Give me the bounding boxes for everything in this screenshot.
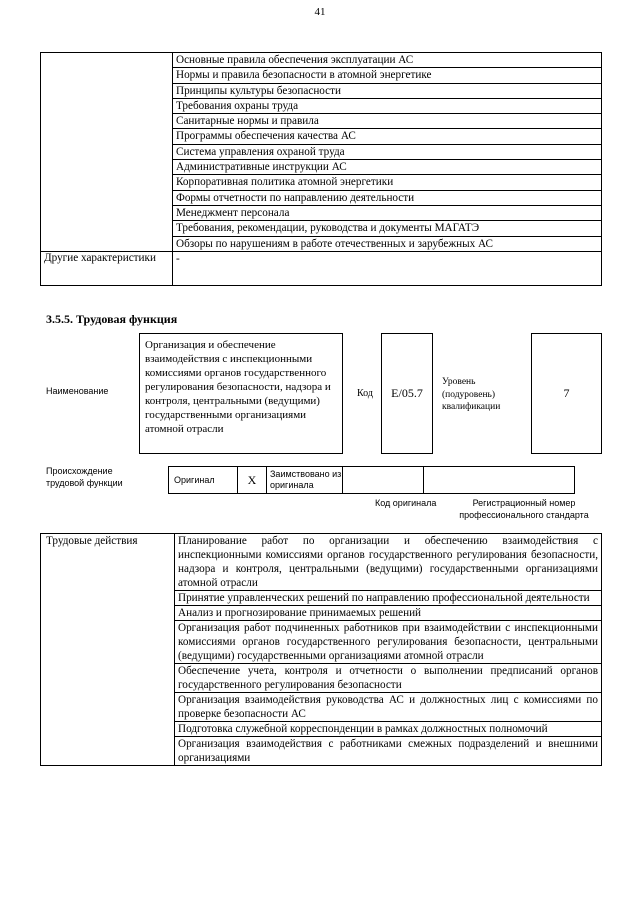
code-original-label: Код оригинала xyxy=(375,498,437,508)
knowledge-item: Требования, рекомендации, руководства и документы МАГАТЭ xyxy=(173,221,602,236)
knowledge-item: Корпоративная политика атомной энергетики xyxy=(173,175,602,190)
labor-action-item: Анализ и прогнозирование принимаемых решений xyxy=(175,606,602,621)
qualification-level-label: Уровень (подуровень) квалификации xyxy=(442,377,501,412)
function-code-box: E/05.7 xyxy=(381,333,433,454)
code-original-cell xyxy=(343,467,424,494)
labor-action-item: Обеспечение учета, контроля и отчетности о выполнении предписаний органов государственного регулирования безопасности xyxy=(175,664,602,693)
knowledge-item: Требования охраны труда xyxy=(173,98,602,113)
table-row xyxy=(169,467,575,494)
required-knowledge-table xyxy=(40,52,602,286)
section-title: 3.5.5. Трудовая функция xyxy=(46,312,178,326)
origin-label: Происхождение трудовой функции xyxy=(46,466,123,488)
other-characteristics-label: Другие характеристики xyxy=(41,251,173,285)
knowledge-item: Формы отчетности по направлению деятельности xyxy=(173,190,602,205)
table-row xyxy=(41,53,602,68)
labor-actions-table xyxy=(40,533,602,766)
labor-actions-label: Трудовые действия xyxy=(41,534,175,766)
knowledge-item: Основные правила обеспечения эксплуатации АС xyxy=(173,53,602,68)
labor-action-item: Организация работ подчиненных работников при взаимодействии с инспекционными комиссиями органов государственного регулирования безопасности, центральными (ведущими) государственными организациями атомной отрасли xyxy=(175,621,602,664)
labor-action-item: Организация взаимодействия с работниками смежных подразделений и внешними организациями xyxy=(175,737,602,766)
code-label: Код xyxy=(357,388,373,399)
reg-number-cell xyxy=(424,467,575,494)
original-mark: X xyxy=(238,467,267,494)
knowledge-item: Программы обеспечения качества АС xyxy=(173,129,602,144)
labor-action-item: Организация взаимодействия руководства АС и должностных лиц с комиссиями по проверке безопасности АС xyxy=(175,693,602,722)
reg-number-label: Регистрационный номер профессионального стандарта xyxy=(459,498,589,520)
table-row xyxy=(41,251,602,285)
required-knowledge-label-cell xyxy=(41,53,173,252)
function-name-box: Организация и обеспечение взаимодействия с инспекционными комиссиями органов государственного регулирования безопасности, надзора и контроля, центральными (ведущими) государственными организациями атомной отрасли xyxy=(139,333,343,454)
other-characteristics-value: - xyxy=(173,251,602,285)
knowledge-item: Менеджмент персонала xyxy=(173,205,602,220)
knowledge-item: Система управления охраной труда xyxy=(173,144,602,159)
name-label: Наименование xyxy=(46,386,109,396)
knowledge-item: Принципы культуры безопасности xyxy=(173,83,602,98)
origin-table xyxy=(168,466,575,494)
labor-action-item: Планирование работ по организации и обеспечению взаимодействия с инспекционными комиссиями органов государственного регулирования безопасности, надзора и контроля, центральными (ведущими) государственными организациями атомной отрасли xyxy=(175,534,602,591)
knowledge-item: Нормы и правила безопасности в атомной энергетике xyxy=(173,68,602,83)
original-label: Оригинал xyxy=(169,467,238,494)
page-number: 41 xyxy=(314,6,326,18)
labor-action-item: Подготовка служебной корреспонденции в рамках должностных полномочий xyxy=(175,722,602,737)
table-row xyxy=(41,534,602,591)
qualification-level-box: 7 xyxy=(531,333,602,454)
knowledge-item: Санитарные нормы и правила xyxy=(173,114,602,129)
borrowed-label: Заимствовано из оригинала xyxy=(267,467,343,494)
knowledge-item: Административные инструкции АС xyxy=(173,160,602,175)
knowledge-item: Обзоры по нарушениям в работе отечественных и зарубежных АС xyxy=(173,236,602,251)
labor-action-item: Принятие управленческих решений по направлению профессиональной деятельности xyxy=(175,591,602,606)
